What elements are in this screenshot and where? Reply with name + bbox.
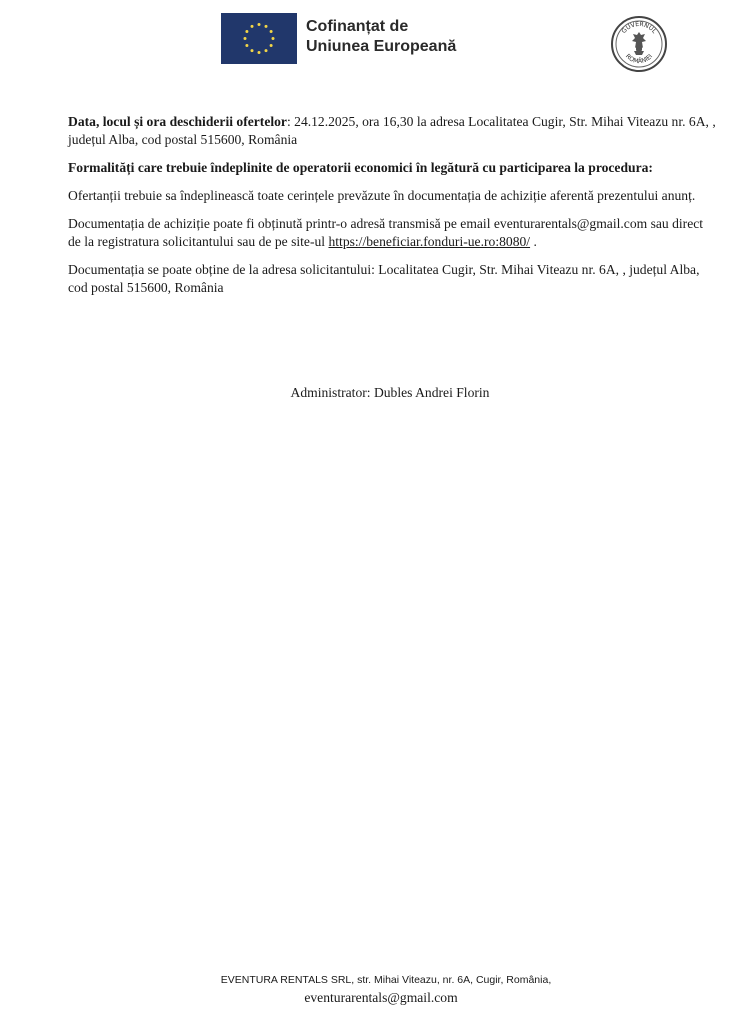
administrator-signature: Administrator: Dubles Andrei Florin — [290, 385, 490, 400]
eu-stars-icon — [221, 13, 297, 64]
footer-email: eventurarentals@gmail.com — [304, 990, 458, 1005]
opening-date-paragraph — [68, 113, 716, 149]
eu-text-line1: Cofinanțat de — [306, 18, 409, 35]
documentation-address-paragraph: Documentația se poate obține de la adresa solicitantului: Localitatea Cugir, Str. Mihai Viteazu nr. 6A, , județul Alba, cod postal 515600, România — [68, 262, 700, 295]
documentation-access-end: . — [530, 234, 537, 249]
seal-top-text: GUVERNUL — [620, 20, 658, 35]
opening-date-label: Data, locul și ora deschiderii ofertelor — [68, 114, 287, 129]
documentation-access-paragraph — [68, 215, 716, 251]
opening-date-text: : 24.12.2025, ora 16,30 la adresa Localitatea Cugir, Str. Mihai Viteazu nr. 6A, , județul Alba, cod postal 515600, România — [68, 114, 716, 147]
eu-flag-logo — [221, 13, 297, 64]
formalities-heading: Formalități care trebuie îndeplinite de operatorii economici în legătură cu participarea la procedura: — [68, 160, 653, 175]
romanian-government-seal — [610, 15, 668, 73]
document-header — [0, 0, 732, 80]
footer-company-address: EVENTURA RENTALS SRL, str. Mihai Viteazu, nr. 6A, Cugir, România, — [220, 974, 552, 986]
document-footer — [0, 972, 732, 1008]
announcement-body — [68, 113, 716, 307]
documentation-access-text: Documentația de achiziție poate fi obținută printr-o adresă transmisă pe email eventurarentals@gmail.com sau direct de la registratura solicitantului sau de pe site-ul — [68, 216, 704, 249]
government-seal-icon — [610, 15, 668, 73]
beneficiary-portal-link[interactable]: https://beneficiar.fonduri-ue.ro:8080/ — [328, 234, 531, 249]
requirements-paragraph: Ofertanții trebuie sa îndeplinească toate cerințele prevăzute în documentația de achiziție aferentă prezentului anunț. — [68, 188, 696, 203]
seal-bottom-text: ROMÂNIEI — [623, 52, 655, 66]
eu-text-line2: Uniunea Europeană — [306, 38, 457, 55]
eu-cofinancing-text — [306, 17, 456, 57]
